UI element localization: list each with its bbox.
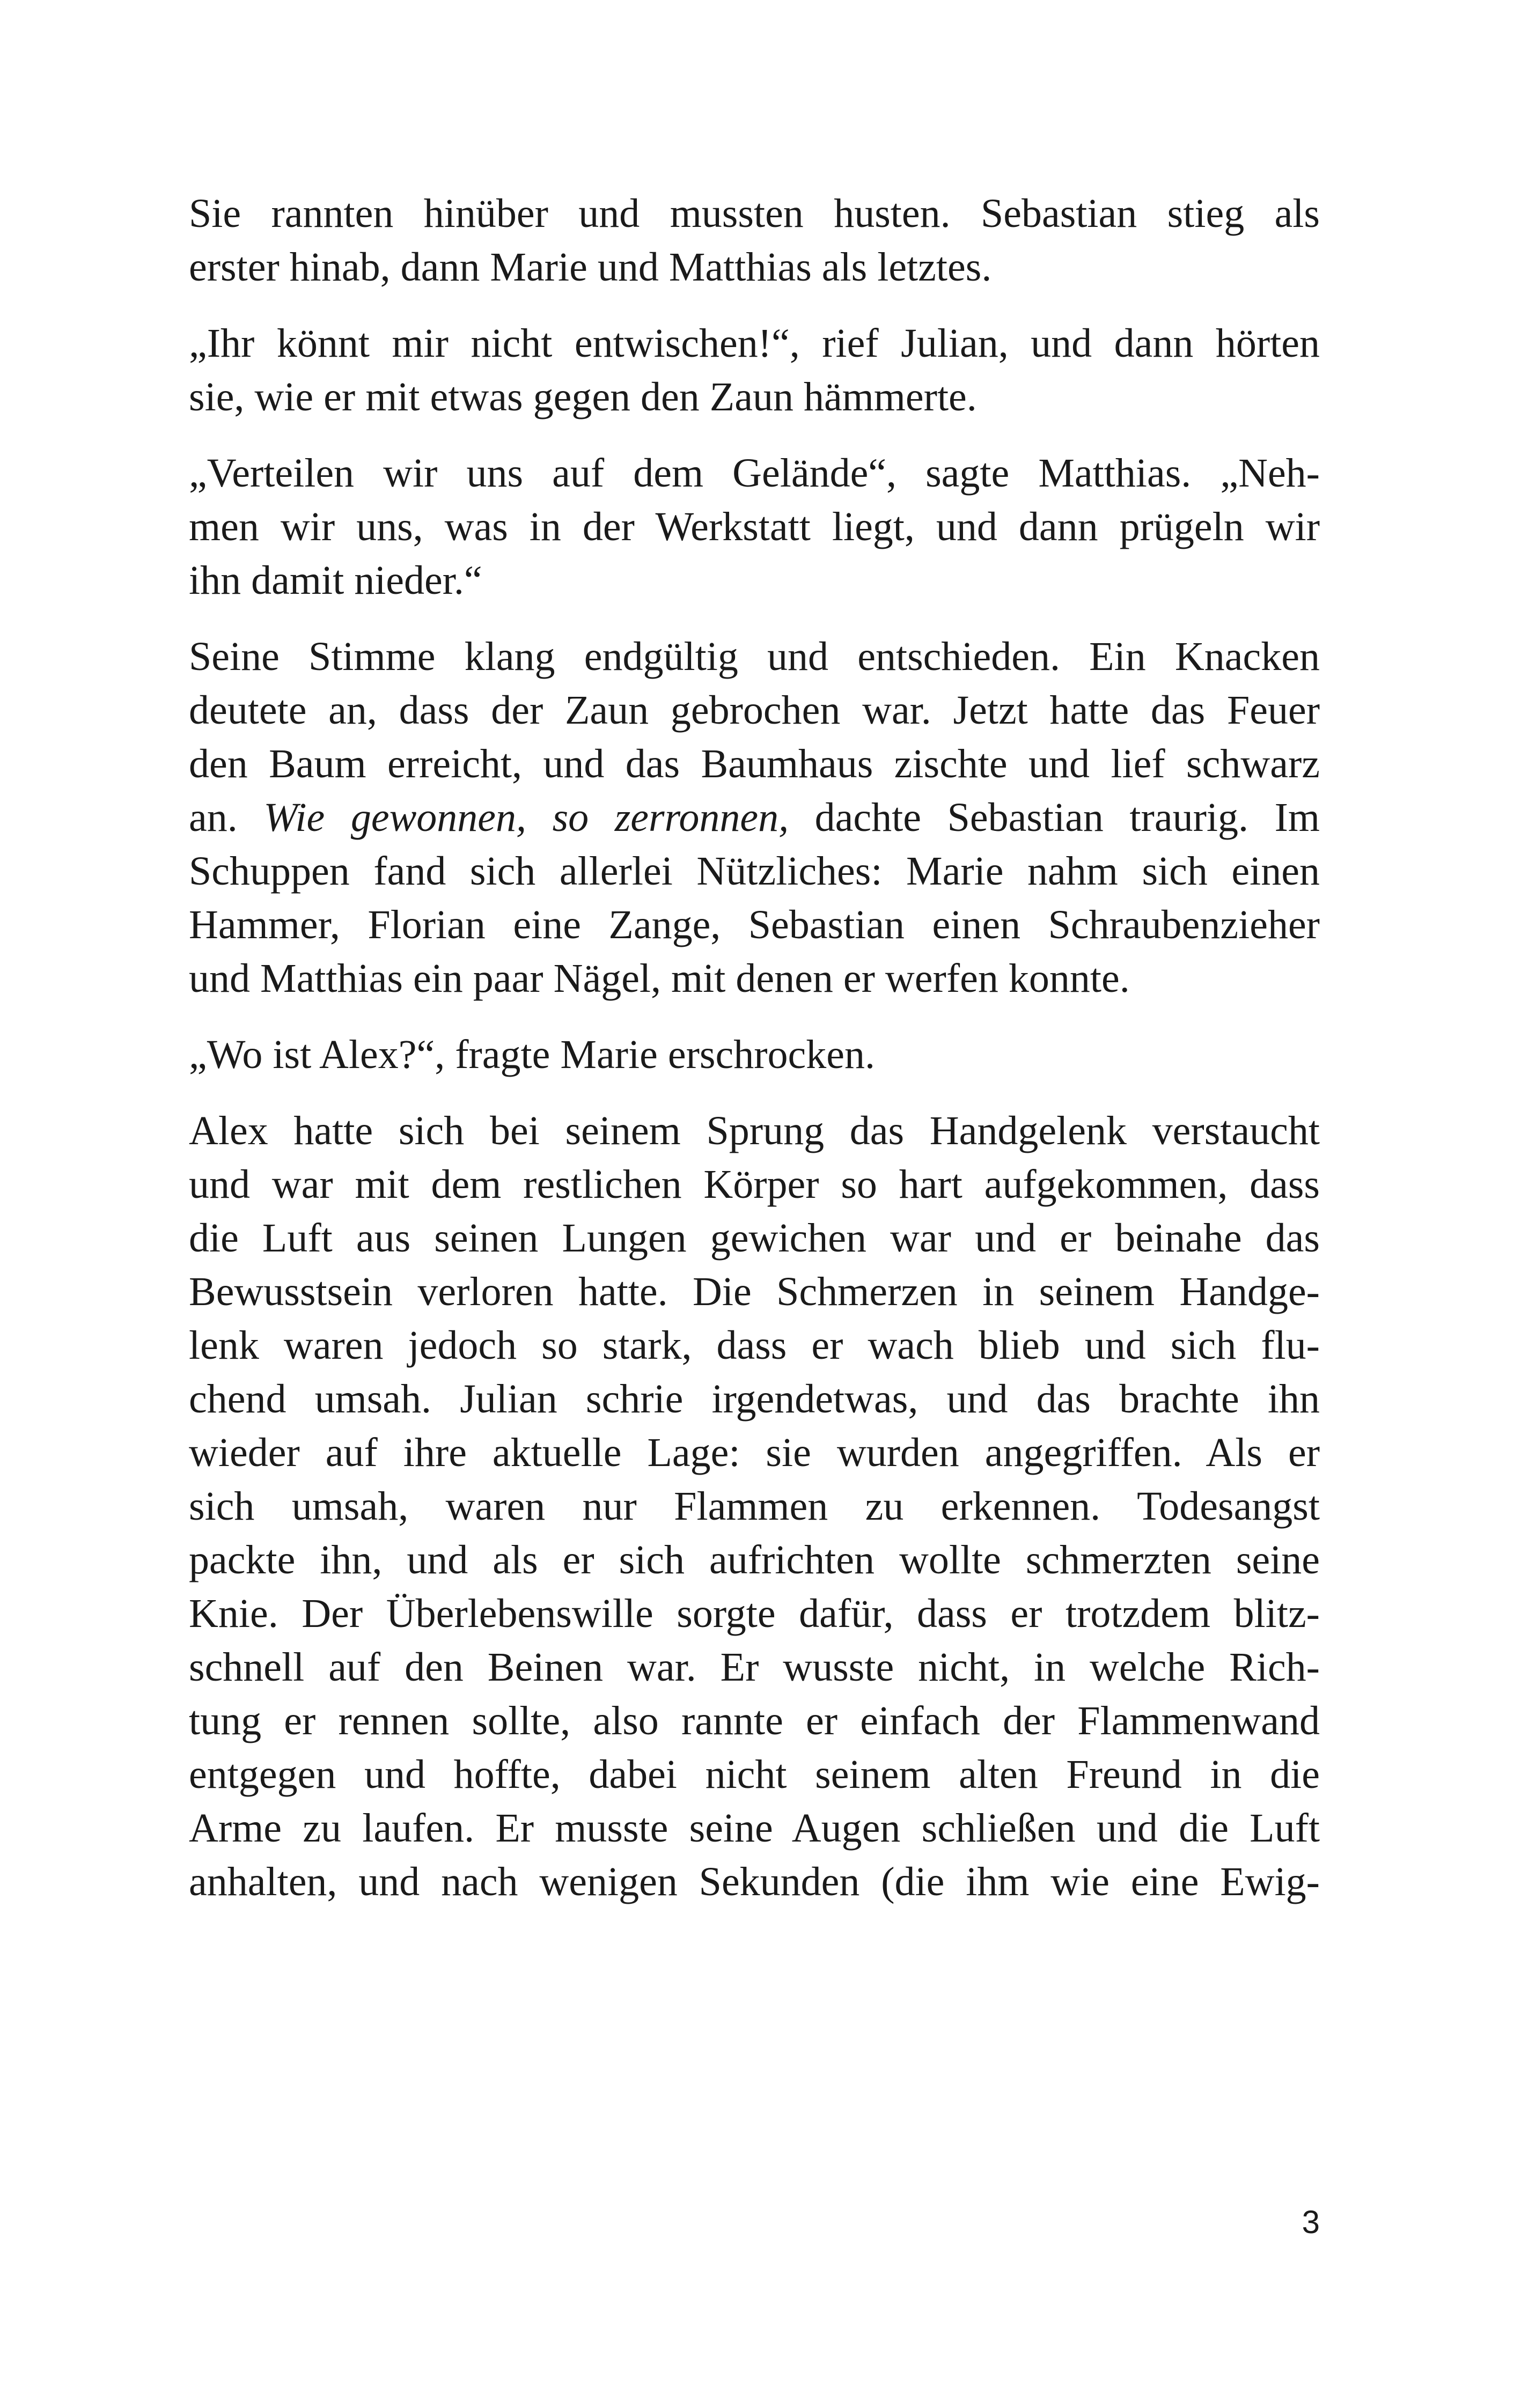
text-line: ihn damit nieder.“ — [189, 558, 482, 603]
paragraph — [189, 446, 1320, 607]
text-line: sie, wie er mit etwas gegen den Zaun hämmerte. — [189, 374, 977, 419]
text-line: die Luft aus seinen Lungen gewichen war und er beinahe das — [189, 1216, 1320, 1261]
text-line: erster hinab, dann Marie und Matthias als letztes. — [189, 245, 992, 290]
text-line: anhalten, und nach wenigen Sekunden (die ihm wie eine Ewig- — [189, 1859, 1320, 1904]
text-line: entgegen und hoffte, dabei nicht seinem alten Freund in die — [189, 1752, 1320, 1797]
text-line: deutete an, dass der Zaun gebrochen war. Jetzt hatte das Feuer — [189, 688, 1320, 733]
text-line: Hammer, Florian eine Zange, Sebastian einen Schraubenzieher — [189, 902, 1320, 947]
paragraph — [189, 316, 1320, 424]
paragraph — [189, 1104, 1320, 1909]
italic-phrase: Wie gewonnen, so zerronnen, — [263, 795, 789, 840]
text-line: Sie rannten hinüber und mussten husten. Sebastian stieg als — [189, 191, 1320, 236]
text-line: lenk waren jedoch so stark, dass er wach blieb und sich flu- — [189, 1323, 1320, 1368]
text-line-with-italic — [189, 791, 1320, 844]
text-line: wieder auf ihre aktuelle Lage: sie wurden angegriffen. Als er — [189, 1430, 1320, 1475]
paragraph — [189, 187, 1320, 294]
paragraph — [189, 630, 1320, 1005]
text-line: Schuppen fand sich allerlei Nützliches: Marie nahm sich einen — [189, 849, 1320, 894]
line-prefix: an. — [189, 795, 264, 840]
paragraph — [189, 1028, 1320, 1081]
text-line: sich umsah, waren nur Flammen zu erkennen. Todesangst — [189, 1484, 1320, 1529]
body-text — [189, 187, 1320, 1931]
text-line: packte ihn, und als er sich aufrichten wollte schmerzten seine — [189, 1537, 1320, 1582]
text-line: und Matthias ein paar Nägel, mit denen er werfen konnte. — [189, 956, 1130, 1001]
text-line: den Baum erreicht, und das Baumhaus zischte und lief schwarz — [189, 741, 1320, 786]
text-line: men wir uns, was in der Werkstatt liegt, und dann prügeln wir — [189, 504, 1320, 549]
text-line: Knie. Der Überlebenswille sorgte dafür, dass er trotzdem blitz- — [189, 1591, 1320, 1636]
text-line: Seine Stimme klang endgültig und entschieden. Ein Knacken — [189, 634, 1320, 679]
text-line: „Wo ist Alex?“, fragte Marie erschrocken. — [189, 1032, 875, 1077]
text-line: „Ihr könnt mir nicht entwischen!“, rief Julian, und dann hörten — [189, 321, 1320, 366]
page-number: 3 — [1302, 2204, 1320, 2240]
text-line: schnell auf den Beinen war. Er wusste nicht, in welche Rich- — [189, 1645, 1320, 1690]
text-line: und war mit dem restlichen Körper so hart aufgekommen, dass — [189, 1162, 1320, 1207]
text-line: „Verteilen wir uns auf dem Gelände“, sagte Matthias. „Neh- — [189, 451, 1320, 496]
text-line: Alex hatte sich bei seinem Sprung das Handgelenk verstaucht — [189, 1108, 1320, 1153]
text-line: Bewusstsein verloren hatte. Die Schmerzen in seinem Handge- — [189, 1269, 1320, 1314]
text-line: tung er rennen sollte, also rannte er einfach der Flammenwand — [189, 1698, 1320, 1743]
text-line: Arme zu laufen. Er musste seine Augen schließen und die Luft — [189, 1806, 1320, 1851]
line-suffix: dachte Sebastian traurig. Im — [789, 795, 1320, 840]
text-line: chend umsah. Julian schrie irgendetwas, und das brachte ihn — [189, 1376, 1320, 1422]
